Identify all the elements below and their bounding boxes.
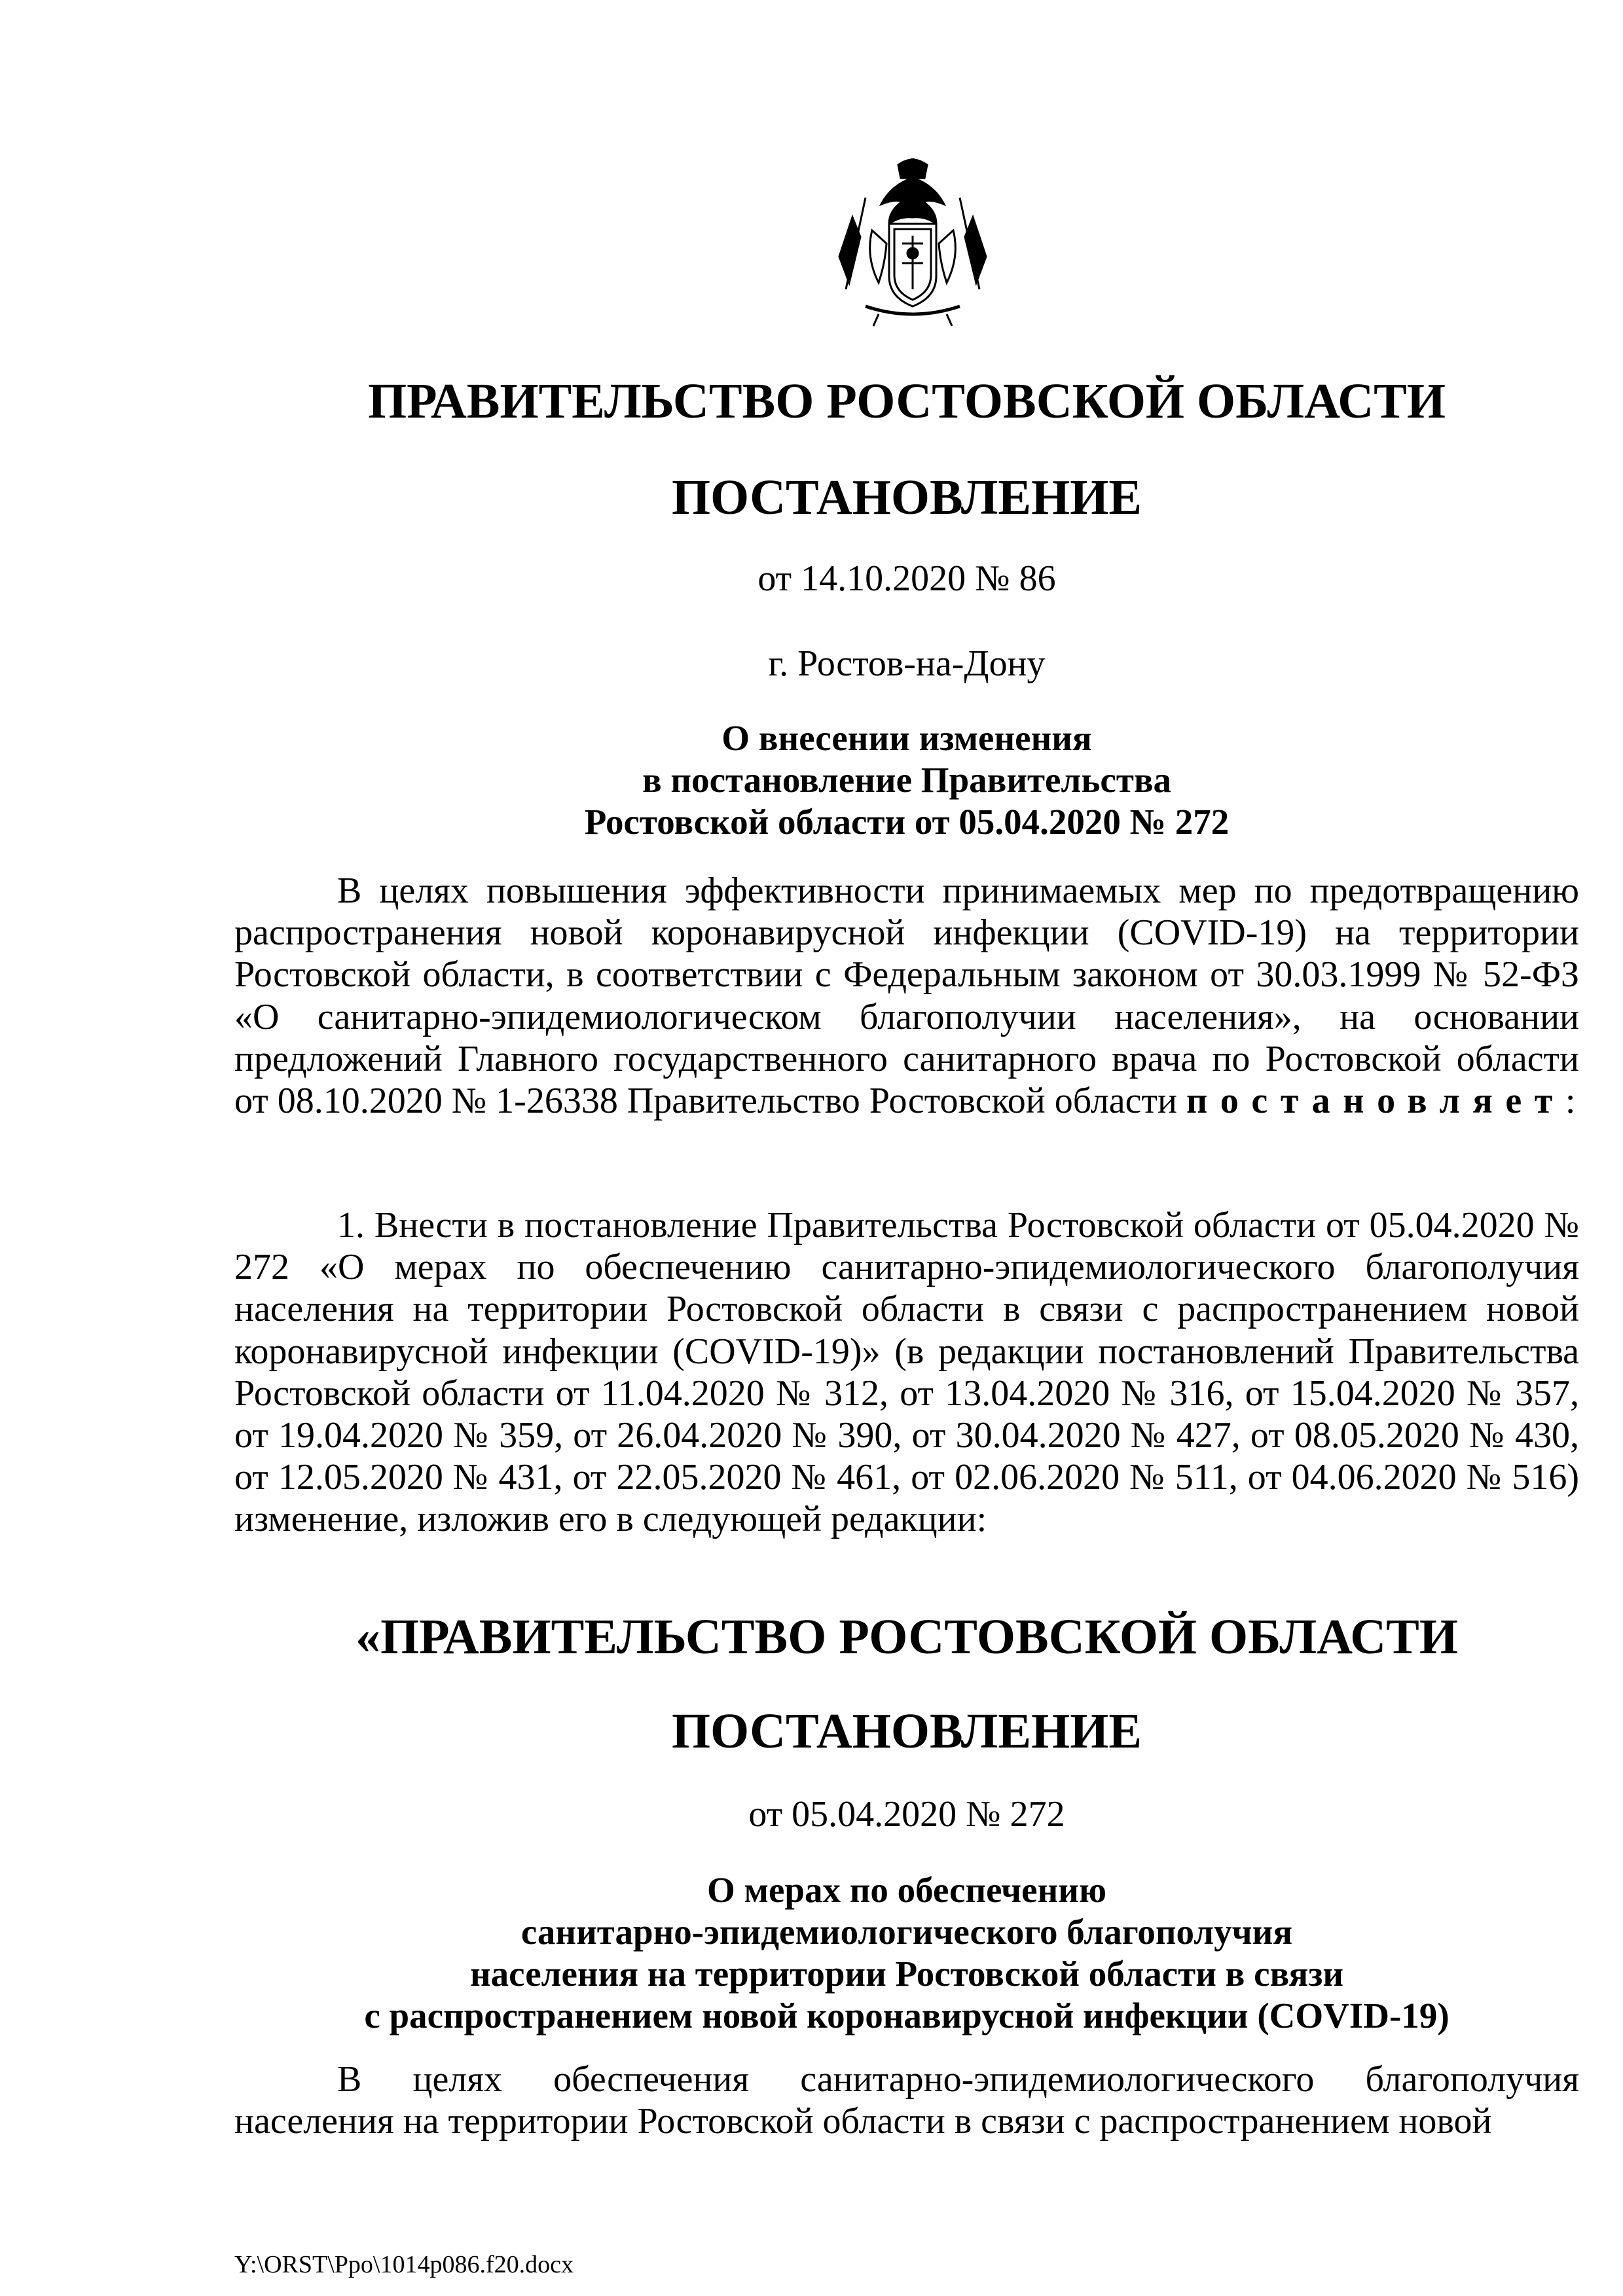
quoted-date-number: от 05.04.2020 № 272 — [748, 1794, 1065, 1835]
quoted-doc-type-title: ПОСТАНОВЛЕНИЕ — [671, 1704, 1142, 1759]
quoted-paragraph: В целях обеспечения санитарно-эпидемиологического благополучия населения на территории Ростовской области в связи с распространением новой — [234, 2059, 1579, 2142]
preamble-paragraph — [234, 870, 1579, 1122]
org-title: ПРАВИТЕЛЬСТВО РОСТОВСКОЙ ОБЛАСТИ — [368, 374, 1446, 429]
preamble-text: В целях повышения эффективности принимаемых мер по предотвращению распространения новой коронавирусной инфекции (COVID-19) на территории Ростовской области, в соответствии с Федеральным законом от 30.03.1999 № 52-ФЗ «О санитарно-эпидемиологическом благополучии населения», на основании предложений Главного государственного санитарного врача по Ростовской области от 08.10.2020 № 1-26338 Правительство Ростовской области — [234, 870, 1579, 1122]
title-line: Ростовской области от 05.04.2020 № 272 — [584, 802, 1230, 842]
preamble-end: : — [1565, 1081, 1576, 1122]
quoted-title-line: санитарно-эпидемиологического благополучия — [520, 1912, 1293, 1952]
document-title — [236, 717, 1578, 843]
quoted-title-line: О мерах по обеспечению — [706, 1870, 1107, 1910]
item-1-paragraph: 1. Внести в постановление Правительства Ростовской области от 05.04.2020 № 272 «О мерах по обеспечению санитарно-эпидемиологического благополучия населения на территории Ростовской области в связи с распространением новой коронавирусной инфекции (COVID-19)» (в редакции постановлений Правительства Ростовской области от 11.04.2020 № 312, от 13.04.2020 № 316, от 15.04.2020 № 357, от 19.04.2020 № 359, от 26.04.2020 № 390, от 30.04.2020 № 427, от 08.05.2020 № 430, от 12.05.2020 № 431, от 22.05.2020 № 461, от 02.06.2020 № 511, от 04.06.2020 № 516) изменение, изложив его в следующей редакции: — [234, 1205, 1579, 1540]
quoted-document-title — [236, 1869, 1578, 2037]
coat-of-arms-icon — [826, 158, 999, 327]
footer-file-path: Y:\ORST\Ppo\1014p086.f20.docx — [234, 2251, 574, 2278]
title-line: О внесении изменения — [721, 718, 1092, 758]
quoted-title-line: с распространением новой коронавирусной инфекции (COVID-19) — [364, 1996, 1450, 2036]
quoted-org-title: «ПРАВИТЕЛЬСТВО РОСТОВСКОЙ ОБЛАСТИ — [356, 1609, 1458, 1664]
doc-type-title: ПОСТАНОВЛЕНИЕ — [671, 470, 1142, 525]
title-line: в постановление Правительства — [642, 760, 1172, 800]
date-number: от 14.10.2020 № 86 — [757, 558, 1056, 599]
preamble-verb: постановляет — [1186, 1081, 1565, 1122]
city: г. Ростов-на-Дону — [768, 643, 1046, 684]
quoted-title-line: населения на территории Ростовской области в связи — [469, 1954, 1344, 1994]
